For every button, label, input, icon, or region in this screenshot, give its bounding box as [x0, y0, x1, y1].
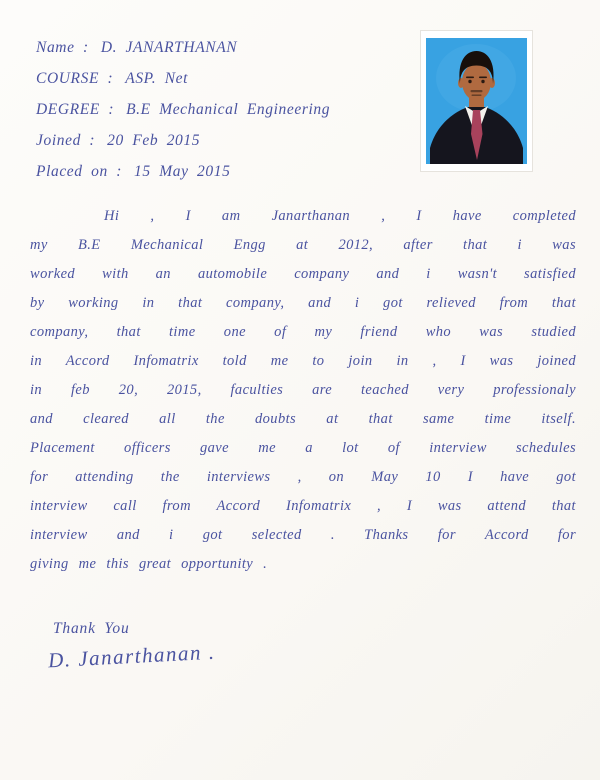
- body-line: interview and i got selected . Thanks for Accord for: [30, 527, 576, 543]
- closing-thanks: Thank You: [53, 620, 130, 637]
- body-line: by working in that company, and i got relieved from that: [30, 295, 576, 311]
- passport-photo-frame: [421, 31, 532, 171]
- field-course: [36, 63, 330, 94]
- body-line: in Accord Infomatrix told me to join in , I was joined: [30, 353, 576, 369]
- field-course-value: ASP. Net: [125, 70, 189, 87]
- eyebrow-left: [466, 77, 474, 79]
- moustache-shape: [471, 90, 483, 92]
- body-line: Placement officers gave me a lot of interview schedules: [30, 440, 576, 456]
- body-line: and cleared all the doubts at that same time itself.: [30, 411, 576, 427]
- field-joined: [36, 125, 330, 156]
- body-line: Hi , I am Janarthanan , I have completed: [104, 208, 576, 224]
- portrait-photo: [426, 38, 527, 164]
- field-name-value: D. JANARTHANAN: [100, 39, 238, 56]
- field-course-label: COURSE :: [36, 70, 114, 87]
- body-line: worked with an automobile company and i wasn't satisfied: [30, 266, 576, 282]
- field-degree-value: B.E Mechanical Engineering: [126, 101, 331, 118]
- signature: D. Janarthanan .: [47, 639, 216, 673]
- eyebrow-right: [479, 77, 487, 79]
- field-name-label: Name :: [36, 39, 89, 56]
- field-joined-value: 20 Feb 2015: [107, 132, 201, 149]
- body-line: giving me this great opportunity .: [30, 556, 268, 572]
- field-placed-on-value: 15 May 2015: [134, 163, 231, 180]
- body-line: interview call from Accord Infomatrix , I was attend that: [30, 498, 576, 514]
- field-name: [36, 32, 330, 63]
- body-line: for attending the interviews , on May 10 I have got: [30, 469, 576, 485]
- field-joined-label: Joined :: [36, 132, 96, 149]
- letter-header: [36, 32, 330, 187]
- body-line: my B.E Mechanical Engg at 2012, after that i was: [30, 237, 576, 253]
- body-line: in feb 20, 2015, faculties are teached very professionaly: [30, 382, 576, 398]
- letter-body: [30, 202, 576, 579]
- field-placed-on-label: Placed on :: [36, 163, 123, 180]
- eye-left: [468, 80, 471, 83]
- mouth-shape: [472, 95, 482, 96]
- field-degree: [36, 94, 330, 125]
- field-placed-on: [36, 156, 330, 187]
- body-line: company, that time one of my friend who was studied: [30, 324, 576, 340]
- eye-right: [481, 80, 484, 83]
- field-degree-label: DEGREE :: [36, 101, 115, 118]
